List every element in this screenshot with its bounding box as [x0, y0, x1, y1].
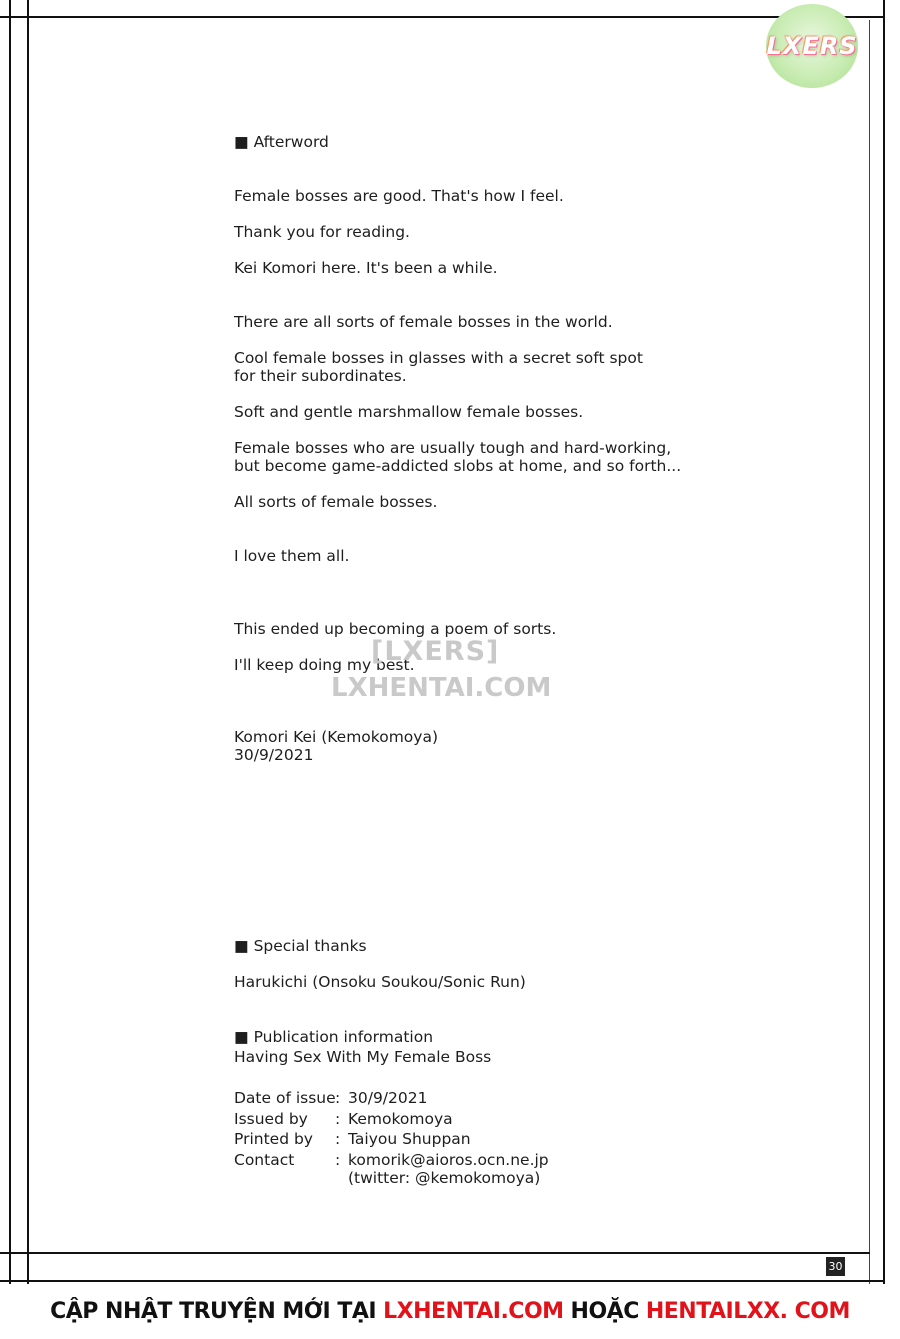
pub-row-value: 30/9/2021: [348, 1089, 428, 1107]
frame-right-border: [883, 0, 885, 1284]
pub-row-label: Contact: [234, 1151, 295, 1169]
afterword-line: I love them all.: [234, 547, 350, 565]
pub-row-label: Date of issue: [234, 1089, 336, 1107]
frame-right-inner-border: [869, 20, 870, 1284]
afterword-line: but become game-addicted slobs at home, and so forth...: [234, 457, 682, 475]
pub-contact-twitter: (twitter: @kemokomoya): [348, 1169, 541, 1187]
frame-top-left-border: [0, 16, 885, 18]
afterword-line: Thank you for reading.: [234, 223, 410, 241]
afterword-line: I'll keep doing my best.: [234, 656, 415, 674]
publication-heading: ■ Publication information: [234, 1028, 434, 1046]
signature-name: Komori Kei (Kemokomoya): [234, 728, 438, 746]
afterword-line: There are all sorts of female bosses in the world.: [234, 313, 613, 331]
special-thanks-name: Harukichi (Onsoku Soukou/Sonic Run): [234, 973, 526, 991]
afterword-line: Cool female bosses in glasses with a secret soft spot: [234, 349, 643, 367]
watermark-site: LXHENTAI.COM: [331, 673, 552, 703]
pub-row-label: Issued by: [234, 1110, 308, 1128]
afterword-line: for their subordinates.: [234, 367, 407, 385]
frame-left-outer-border: [9, 0, 11, 1284]
footer-text-update: CẬP NHẬT TRUYỆN MỚI TẠI: [50, 1299, 377, 1324]
afterword-heading: ■ Afterword: [234, 133, 329, 151]
pub-row-value: Taiyou Shuppan: [348, 1130, 471, 1148]
pub-row-sep: :: [335, 1130, 341, 1148]
page-number: 30: [826, 1257, 845, 1276]
frame-bottom-outer-border: [0, 1280, 885, 1282]
signature-date: 30/9/2021: [234, 746, 314, 764]
frame-bottom-border: [0, 1252, 870, 1254]
special-thanks-heading: ■ Special thanks: [234, 937, 367, 955]
afterword-line: Kei Komori here. It's been a while.: [234, 259, 498, 277]
afterword-line: Female bosses are good. That's how I feel.: [234, 187, 564, 205]
frame-left-inner-border: [27, 0, 29, 1284]
footer-link-lxhentai[interactable]: LXHENTAI.COM: [383, 1299, 564, 1324]
footer-text-or: HOẶC: [570, 1299, 639, 1324]
afterword-line: All sorts of female bosses.: [234, 493, 438, 511]
publication-title: Having Sex With My Female Boss: [234, 1048, 492, 1066]
afterword-line: Female bosses who are usually tough and hard-working,: [234, 439, 672, 457]
pub-row-sep: :: [335, 1089, 341, 1107]
footer-banner: [0, 1284, 900, 1339]
afterword-line: Soft and gentle marshmallow female bosses.: [234, 403, 584, 421]
afterword-line: This ended up becoming a poem of sorts.: [234, 620, 557, 638]
pub-row-sep: :: [335, 1110, 341, 1128]
pub-row-value: komorik@aioros.ocn.ne.jp: [348, 1151, 549, 1169]
pub-row-label: Printed by: [234, 1130, 313, 1148]
watermark-lxers: [LXERS]: [371, 636, 500, 667]
pub-row-sep: :: [335, 1151, 341, 1169]
footer-link-hentailxx[interactable]: HENTAILXX. COM: [645, 1299, 850, 1324]
pub-row-value: Kemokomoya: [348, 1110, 453, 1128]
lxers-logo: LXERS: [766, 4, 858, 88]
